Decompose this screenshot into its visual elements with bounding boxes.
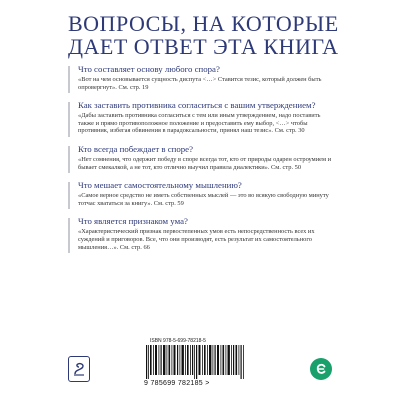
question-text: Что является признаком ума? (78, 216, 188, 227)
eksmo-logo-glyph (314, 362, 328, 376)
question-text: Что мешает самостоятельному мышлению? (78, 180, 242, 191)
back-cover (56, 0, 346, 400)
question-text: Как заставить противника согласиться с вашим утверждением? (78, 100, 316, 111)
answer-text: «Нет сомнения, что одержит победу в споре всегда тот, кто от природы одарен остроумием и бывает смекалкой, а не тот, кто отлично выучил правила диалектики». См. стр. 50 (78, 155, 332, 171)
qa-item-1 (68, 64, 334, 91)
publisher-logo-icon (68, 356, 90, 382)
bottom-strip (56, 334, 346, 394)
answer-text: «Самое верное средство не иметь собственных мыслей — это во всякую свободную минуту тотчас хвататься за книгу». См. стр. 59 (78, 192, 329, 207)
answer-text: «Характеристический признак первостепенных умов есть непосредственность всех их суждений и приговоров. Все, что они производят, есть результат их самостоятельного мышления…». См. стр. 66 (78, 228, 315, 251)
barcode-icon (146, 345, 246, 379)
question-text: Что составляет основу любого спора? (78, 64, 220, 74)
qa-item-2 (68, 100, 334, 135)
qa-item-3 (68, 144, 334, 171)
answer-text: «Вот на чем основывается сущность диспута <…> Ставится тезис, который должен быть опровергнут». См. стр. 19 (78, 76, 322, 91)
isbn-text: ISBN 978-5-699-78218-5 (150, 338, 206, 344)
title-line-1: ВОПРОСЫ, НА КОТОРЫЕ (68, 11, 339, 36)
barcode-digits: 9 785699 782185 > (144, 380, 210, 387)
eksmo-logo-icon (310, 358, 332, 380)
qa-item-4 (68, 180, 334, 207)
question-text: Кто всегда побеждает в споре? (78, 143, 193, 154)
title-line-2: ДАЕТ ОТВЕТ ЭТА КНИГА (68, 34, 339, 59)
publisher-logo-glyph (72, 361, 86, 377)
qa-item-5 (68, 216, 334, 251)
page-title (68, 11, 339, 59)
answer-text: «Дабы заставить противника согласиться с тем или иным утверждением, надо поставить также и прямо противоположное положение и предоставить ему выбор, <…> чтобы противник, избегая обвинения в парадоксальности, принял наш тезис». См. стр. 30 (78, 112, 321, 135)
